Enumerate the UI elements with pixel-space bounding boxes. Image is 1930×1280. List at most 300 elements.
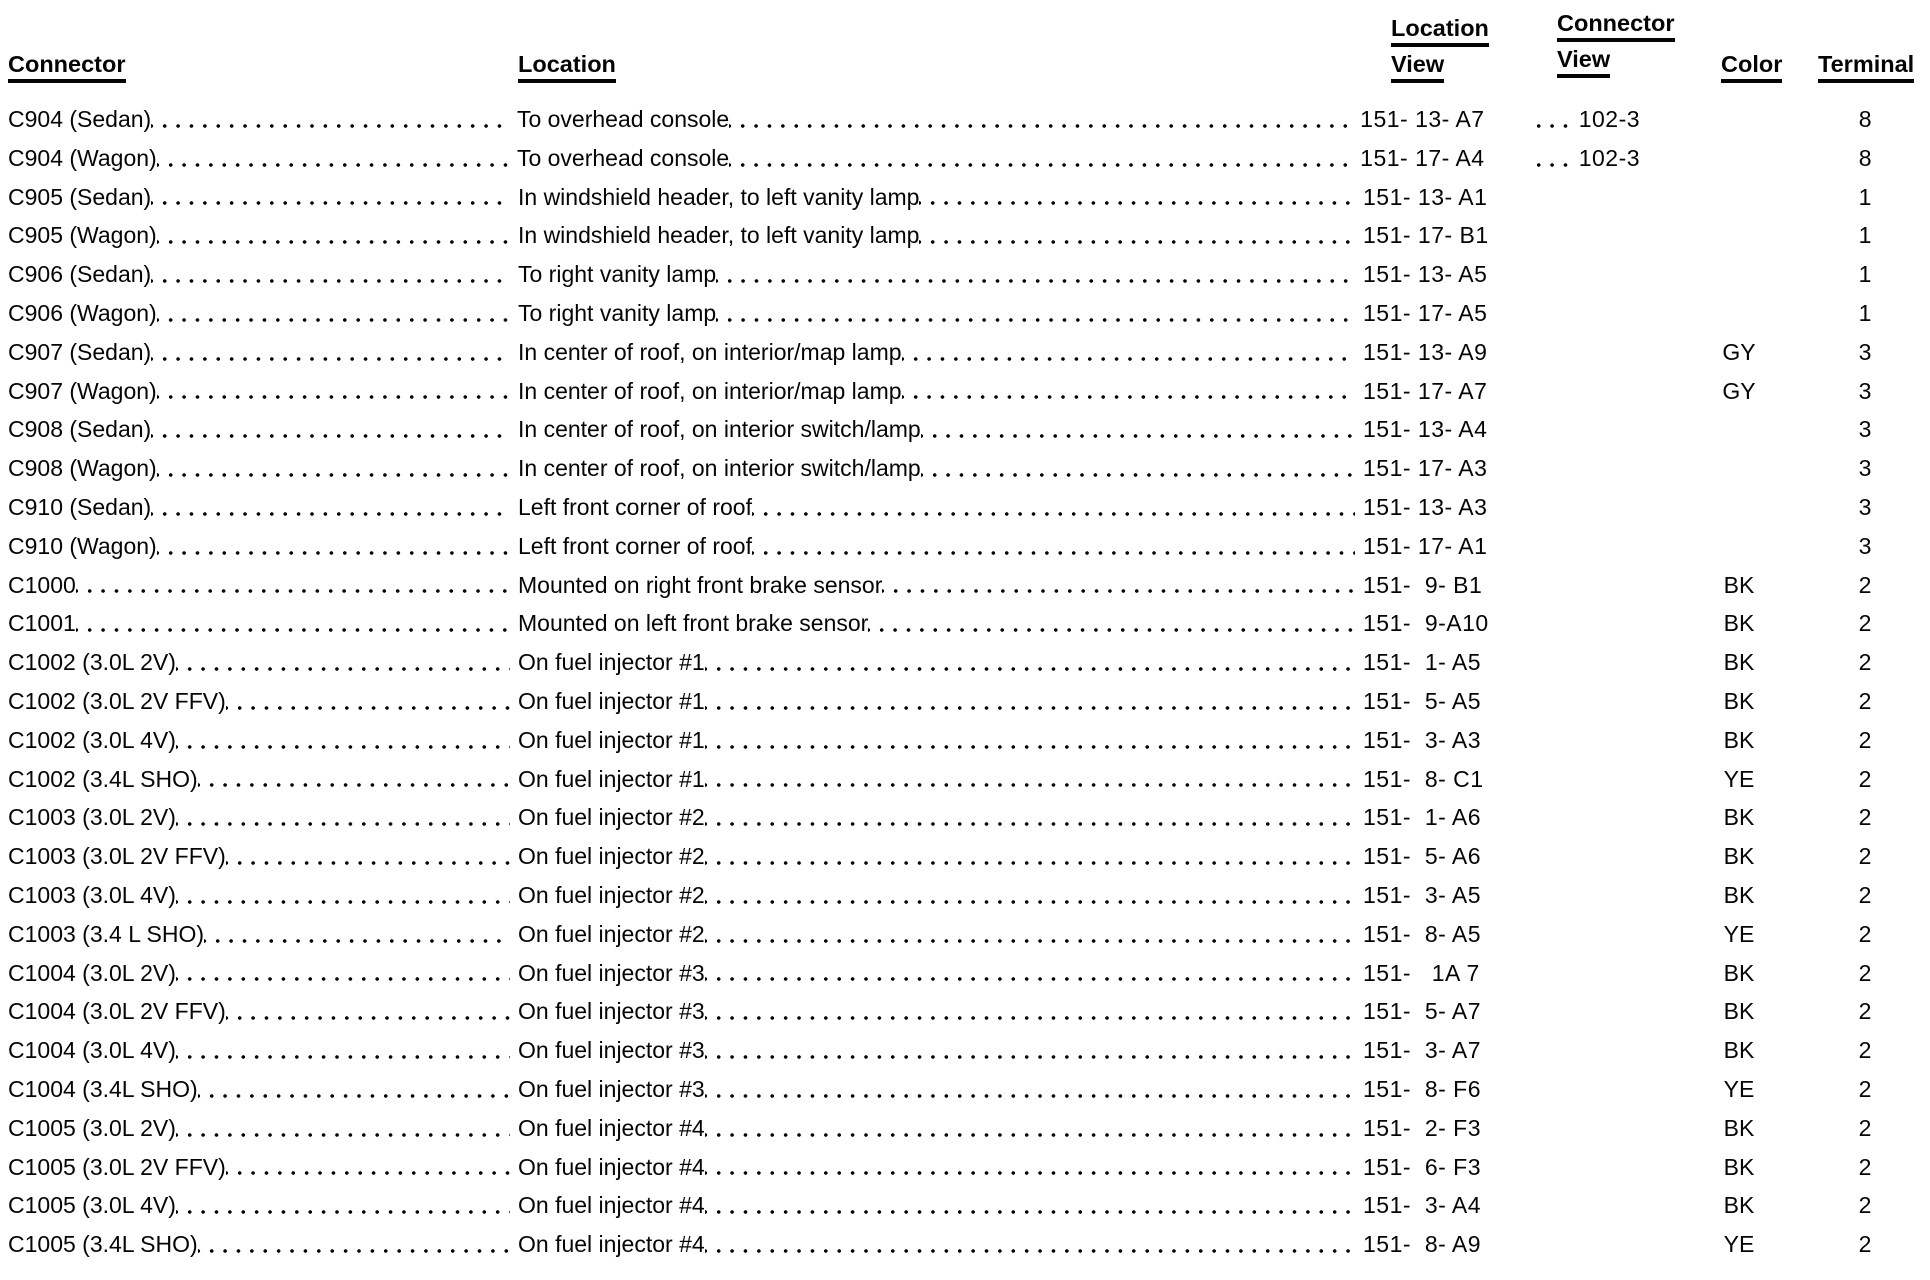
location-description: On fuel injector #1 [518, 765, 705, 792]
wire-color-code [1678, 294, 1800, 333]
table-row [0, 954, 1930, 993]
table-row [0, 449, 1930, 488]
table-row [0, 837, 1930, 876]
dot-leader [902, 333, 1355, 372]
connector-id: C910 (Wagon) [8, 532, 157, 559]
table-row [0, 1070, 1930, 1109]
dot-leader-mini [1533, 178, 1578, 217]
location-view-ref: 151- 17- A7 [1363, 377, 1488, 404]
dot-leader [176, 876, 510, 915]
connector-id: C1000 [8, 571, 76, 598]
connector-id: C1004 (3.0L 2V FFV) [8, 998, 226, 1025]
location-view-ref: 151- 1A 7 [1363, 959, 1480, 986]
wire-color-code [1679, 100, 1801, 139]
wire-color-code: YE [1723, 1075, 1755, 1102]
terminal-count: 8 [1858, 106, 1872, 132]
dot-leader [705, 682, 1355, 721]
location-description: To right vanity lamp [518, 261, 717, 288]
terminal-count: 2 [1858, 1075, 1872, 1102]
header-connector-view-line1: Connector [1557, 11, 1675, 42]
connector-id: C1003 (3.4 L SHO) [8, 920, 205, 947]
dot-leader-mini [1533, 1148, 1578, 1187]
header-location-view-line2-wrap [1391, 52, 1489, 83]
location-description: On fuel injector #1 [518, 687, 705, 714]
dot-leader-mini [1533, 1225, 1578, 1264]
dot-leader [226, 1148, 510, 1187]
connector-id: C1003 (3.0L 4V) [8, 881, 176, 908]
location-description: On fuel injector #4 [518, 1114, 705, 1141]
connector-id: C1002 (3.0L 2V FFV) [8, 687, 226, 714]
wire-color-code [1678, 488, 1800, 527]
dot-leader-mini [1533, 760, 1578, 799]
dot-leader [204, 915, 510, 954]
table-row [0, 1225, 1930, 1264]
connector-id: C904 (Sedan) [8, 106, 152, 132]
connector-view-ref [1578, 527, 1678, 566]
dot-leader-mini [1533, 333, 1578, 372]
terminal-count: 1 [1858, 261, 1872, 288]
dot-leader [705, 992, 1355, 1031]
location-cell [518, 1225, 1363, 1264]
connector-id: C1004 (3.4L SHO) [8, 1075, 198, 1102]
connector-cell [8, 488, 518, 527]
dot-leader [76, 566, 510, 605]
connector-id: C1002 (3.0L 4V) [8, 726, 176, 753]
connector-cell [8, 915, 518, 954]
dot-leader [157, 216, 510, 255]
dot-leader [157, 294, 510, 333]
location-cell [518, 333, 1363, 372]
connector-view-ref [1578, 682, 1678, 721]
location-description: In center of roof, on interior/map lamp [518, 338, 902, 365]
location-description: On fuel injector #2 [518, 881, 705, 908]
dot-leader-mini [1533, 1109, 1578, 1148]
connector-id: C908 (Wagon) [8, 455, 157, 482]
terminal-count: 2 [1858, 765, 1872, 792]
wire-color-code: BK [1723, 687, 1755, 714]
dot-leader-mini [1533, 643, 1578, 682]
connector-view-ref [1578, 1109, 1678, 1148]
dot-leader [176, 798, 510, 837]
dot-leader [157, 527, 510, 566]
connector-cell [8, 954, 518, 993]
dot-leader-mini [1533, 915, 1578, 954]
dot-leader [151, 333, 510, 372]
table-header [0, 0, 1930, 100]
dot-leader-mini [1533, 604, 1578, 643]
terminal-count: 2 [1858, 1114, 1872, 1141]
table-row [0, 294, 1930, 333]
dot-leader-mini [1533, 1070, 1578, 1109]
dot-leader-mini [1533, 449, 1578, 488]
table-row [0, 527, 1930, 566]
connector-cell [8, 294, 518, 333]
connector-id: C1003 (3.0L 2V FFV) [8, 843, 226, 870]
dot-leader [151, 488, 510, 527]
location-view-ref: 151- 17- A5 [1363, 299, 1488, 326]
wire-color-code: BK [1723, 1153, 1755, 1180]
connector-id: C1002 (3.4L SHO) [8, 765, 198, 792]
connector-cell [8, 410, 518, 449]
location-cell [518, 1186, 1363, 1225]
location-view-ref: 151- 8- F6 [1363, 1075, 1481, 1102]
table-row [0, 1186, 1930, 1225]
dot-leader [76, 604, 510, 643]
dot-leader [921, 449, 1355, 488]
wire-color-code: BK [1723, 843, 1755, 870]
terminal-count: 2 [1858, 1153, 1872, 1180]
terminal-count: 2 [1858, 726, 1872, 753]
location-view-ref: 151- 13- A3 [1363, 493, 1488, 520]
connector-id: C1005 (3.0L 2V FFV) [8, 1153, 226, 1180]
terminal-count: 2 [1858, 920, 1872, 947]
location-description: On fuel injector #4 [518, 1192, 705, 1219]
wire-color-code [1678, 255, 1800, 294]
location-view-ref: 151- 13- A5 [1363, 261, 1488, 288]
connector-cell [8, 1186, 518, 1225]
terminal-count: 2 [1858, 804, 1872, 831]
connector-view-ref [1578, 178, 1678, 217]
connector-id: C1005 (3.0L 4V) [8, 1192, 176, 1219]
connector-view-ref [1578, 255, 1678, 294]
connector-id: C1001 [8, 610, 76, 637]
wire-color-code: BK [1723, 1114, 1755, 1141]
table-row [0, 760, 1930, 799]
terminal-count: 3 [1858, 416, 1872, 443]
connector-cell [8, 100, 517, 139]
connector-view-ref [1578, 294, 1678, 333]
dot-leader [157, 139, 509, 178]
dot-leader-mini [1533, 798, 1578, 837]
header-connector [8, 52, 126, 83]
location-description: On fuel injector #4 [518, 1153, 705, 1180]
table-row [0, 100, 1930, 139]
connector-view-ref [1578, 760, 1678, 799]
table-row [0, 566, 1930, 605]
wire-color-code: BK [1723, 649, 1755, 676]
connector-cell [8, 604, 518, 643]
location-description: On fuel injector #1 [518, 649, 705, 676]
dot-leader-mini [1533, 1186, 1578, 1225]
location-cell [518, 1109, 1363, 1148]
connector-id: C1002 (3.0L 2V) [8, 649, 176, 676]
dot-leader [705, 915, 1355, 954]
table-row [0, 682, 1930, 721]
location-description: On fuel injector #2 [518, 804, 705, 831]
dot-leader [705, 954, 1355, 993]
dot-leader [902, 372, 1355, 411]
connector-id: C910 (Sedan) [8, 493, 152, 520]
dot-leader [919, 216, 1355, 255]
table-body [0, 100, 1930, 1264]
dot-leader [151, 255, 510, 294]
dot-leader-mini [1533, 294, 1578, 333]
terminal-count: 1 [1858, 183, 1872, 210]
dot-leader [157, 372, 510, 411]
location-view-ref: 151- 1- A5 [1363, 649, 1482, 676]
connector-id: C1004 (3.0L 2V) [8, 959, 176, 986]
connector-cell [8, 1031, 518, 1070]
dot-leader [226, 682, 510, 721]
location-description: On fuel injector #2 [518, 843, 705, 870]
location-view-ref: 151- 5- A5 [1363, 687, 1482, 714]
location-cell [518, 372, 1363, 411]
connector-view-ref [1578, 876, 1678, 915]
wire-color-code [1678, 527, 1800, 566]
dot-leader [226, 837, 510, 876]
location-view-ref: 151- 8- A9 [1363, 1231, 1482, 1258]
terminal-count: 2 [1858, 1192, 1872, 1219]
table-row [0, 1109, 1930, 1148]
wire-color-code: GY [1722, 377, 1756, 404]
header-location-view [1391, 16, 1489, 83]
location-description: In center of roof, on interior/map lamp [518, 377, 902, 404]
connector-cell [8, 837, 518, 876]
dot-leader [705, 643, 1355, 682]
dot-leader-mini [1530, 100, 1575, 139]
connector-cell [8, 216, 518, 255]
location-cell [518, 1070, 1363, 1109]
connector-cell [8, 449, 518, 488]
header-color [1721, 52, 1782, 83]
dot-leader [157, 449, 510, 488]
location-cell [518, 954, 1363, 993]
header-location [518, 52, 616, 83]
dot-leader [705, 798, 1355, 837]
connector-cell [8, 1109, 518, 1148]
location-view-ref: 151- 8- A5 [1363, 920, 1482, 947]
connector-view-ref [1578, 643, 1678, 682]
dot-leader [705, 837, 1355, 876]
location-description: In center of roof, on interior switch/lamp [518, 416, 921, 443]
connector-cell [8, 372, 518, 411]
dot-leader-mini [1533, 837, 1578, 876]
connector-cell [8, 566, 518, 605]
dot-leader [716, 294, 1355, 333]
dot-leader [176, 643, 510, 682]
location-view-ref: 151- 13- A9 [1363, 338, 1488, 365]
terminal-count: 2 [1858, 998, 1872, 1025]
dot-leader [176, 1031, 510, 1070]
dot-leader [705, 876, 1355, 915]
location-cell [517, 139, 1360, 178]
dot-leader [729, 100, 1352, 139]
location-view-ref: 151- 1- A6 [1363, 804, 1482, 831]
dot-leader-mini [1533, 216, 1578, 255]
connector-id: C1004 (3.0L 4V) [8, 1037, 176, 1064]
dot-leader-mini [1533, 992, 1578, 1031]
terminal-count: 3 [1858, 493, 1872, 520]
dot-leader [705, 1186, 1355, 1225]
location-view-ref: 151- 13- A7 [1360, 106, 1485, 132]
connector-id: C904 (Wagon) [8, 144, 157, 171]
dot-leader [176, 721, 510, 760]
table-row [0, 721, 1930, 760]
wire-color-code: GY [1722, 338, 1756, 365]
location-description: On fuel injector #1 [518, 726, 705, 753]
connector-view-ref [1578, 915, 1678, 954]
location-cell [518, 643, 1363, 682]
connector-view-ref [1578, 1225, 1678, 1264]
wire-color-code: YE [1723, 920, 1755, 947]
dot-leader [198, 1225, 510, 1264]
connector-cell [8, 876, 518, 915]
connector-view-ref [1578, 566, 1678, 605]
dot-leader [705, 1225, 1355, 1264]
dot-leader [752, 488, 1355, 527]
header-connector-view [1557, 11, 1675, 78]
location-cell [518, 604, 1363, 643]
terminal-count: 2 [1858, 649, 1872, 676]
connector-view-ref [1578, 837, 1678, 876]
location-description: On fuel injector #3 [518, 1075, 705, 1102]
terminal-count: 1 [1858, 222, 1872, 249]
location-description: On fuel injector #2 [518, 920, 705, 947]
dot-leader [729, 139, 1352, 178]
connector-cell [8, 139, 517, 178]
wire-color-code: BK [1723, 726, 1755, 753]
location-description: On fuel injector #3 [518, 1037, 705, 1064]
connector-cell [8, 1070, 518, 1109]
wire-color-code: BK [1723, 804, 1755, 831]
header-location-view-line1: Location [1391, 16, 1489, 47]
dot-leader [176, 1186, 510, 1225]
header-terminal-label: Terminal [1818, 52, 1914, 83]
dot-leader [919, 178, 1355, 217]
location-cell [518, 216, 1363, 255]
connector-view-ref [1578, 798, 1678, 837]
wire-color-code [1678, 410, 1800, 449]
header-connector-view-line2-wrap [1557, 47, 1675, 78]
dot-leader [705, 1109, 1355, 1148]
location-view-ref: 151- 17- A4 [1360, 144, 1485, 171]
location-description: Mounted on right front brake sensor [518, 571, 883, 598]
wire-color-code [1679, 139, 1801, 178]
terminal-count: 1 [1858, 299, 1872, 326]
location-cell [518, 410, 1363, 449]
table-row [0, 216, 1930, 255]
wire-color-code: BK [1723, 1037, 1755, 1064]
table-row [0, 992, 1930, 1031]
dot-leader [868, 604, 1355, 643]
dot-leader-mini [1533, 876, 1578, 915]
table-row [0, 876, 1930, 915]
terminal-count: 2 [1858, 1037, 1872, 1064]
wire-color-code: BK [1723, 881, 1755, 908]
location-cell [518, 178, 1363, 217]
connector-view-ref [1578, 216, 1678, 255]
location-cell [518, 915, 1363, 954]
connector-cell [8, 682, 518, 721]
dot-leader [705, 1031, 1355, 1070]
connector-id: C906 (Sedan) [8, 261, 152, 288]
wire-color-code: BK [1723, 959, 1755, 986]
dot-leader [176, 954, 510, 993]
terminal-count: 3 [1858, 338, 1872, 365]
location-view-ref: 151- 3- A5 [1363, 881, 1482, 908]
header-location-view-line1-wrap [1391, 16, 1489, 47]
location-view-ref: 151- 3- A3 [1363, 726, 1482, 753]
wire-color-code [1678, 449, 1800, 488]
table-row [0, 255, 1930, 294]
location-view-ref: 151- 17- A3 [1363, 455, 1488, 482]
location-view-ref: 151- 8- C1 [1363, 765, 1484, 792]
dot-leader [752, 527, 1355, 566]
dot-leader [705, 721, 1355, 760]
table-row [0, 798, 1930, 837]
terminal-count: 2 [1858, 959, 1872, 986]
connector-cell [8, 643, 518, 682]
dot-leader-mini [1530, 139, 1575, 178]
table-row [0, 915, 1930, 954]
wire-color-code: YE [1723, 765, 1755, 792]
connector-cell [8, 255, 518, 294]
table-row [0, 372, 1930, 411]
connector-view-ref [1578, 372, 1678, 411]
wire-color-code: BK [1723, 1192, 1755, 1219]
location-description: Left front corner of roof [518, 493, 752, 520]
location-description: To overhead console [516, 144, 730, 171]
wire-color-code: BK [1723, 571, 1755, 598]
connector-view-ref [1578, 333, 1678, 372]
location-cell [518, 488, 1363, 527]
location-description: On fuel injector #4 [518, 1231, 705, 1258]
connector-id: C905 (Sedan) [8, 183, 152, 210]
wire-color-code [1678, 216, 1800, 255]
wire-color-code: YE [1723, 1231, 1755, 1258]
connector-cell [8, 798, 518, 837]
header-color-label: Color [1721, 52, 1782, 83]
location-description: In windshield header, to left vanity lamp [518, 183, 920, 210]
connector-view-ref [1578, 1070, 1678, 1109]
dot-leader [705, 760, 1355, 799]
location-cell [518, 527, 1363, 566]
table-row [0, 1148, 1930, 1187]
location-view-ref: 151- 17- B1 [1363, 222, 1489, 249]
terminal-count: 3 [1858, 532, 1872, 559]
wire-color-code: BK [1723, 610, 1755, 637]
table-row [0, 643, 1930, 682]
table-row [0, 333, 1930, 372]
location-cell [518, 682, 1363, 721]
terminal-count: 2 [1858, 571, 1872, 598]
connector-view-ref [1578, 992, 1678, 1031]
location-cell [518, 992, 1363, 1031]
dot-leader-mini [1533, 682, 1578, 721]
dot-leader-mini [1533, 410, 1578, 449]
connector-view-ref [1578, 488, 1678, 527]
location-cell [518, 449, 1363, 488]
dot-leader [198, 760, 510, 799]
location-cell [518, 1148, 1363, 1187]
dot-leader-mini [1533, 721, 1578, 760]
location-cell [518, 798, 1363, 837]
header-terminal [1818, 52, 1914, 83]
connector-view-ref [1578, 604, 1678, 643]
table-row [0, 604, 1930, 643]
terminal-count: 8 [1858, 144, 1872, 171]
connector-view-ref [1578, 1186, 1678, 1225]
location-description: Left front corner of roof [518, 532, 752, 559]
connector-cell [8, 333, 518, 372]
dot-leader [921, 410, 1355, 449]
dot-leader-mini [1533, 566, 1578, 605]
location-description: On fuel injector #3 [518, 959, 705, 986]
connector-id: C1005 (3.4L SHO) [8, 1231, 198, 1258]
location-description: Mounted on left front brake sensor [518, 610, 869, 637]
connector-cell [8, 527, 518, 566]
dot-leader-mini [1533, 488, 1578, 527]
